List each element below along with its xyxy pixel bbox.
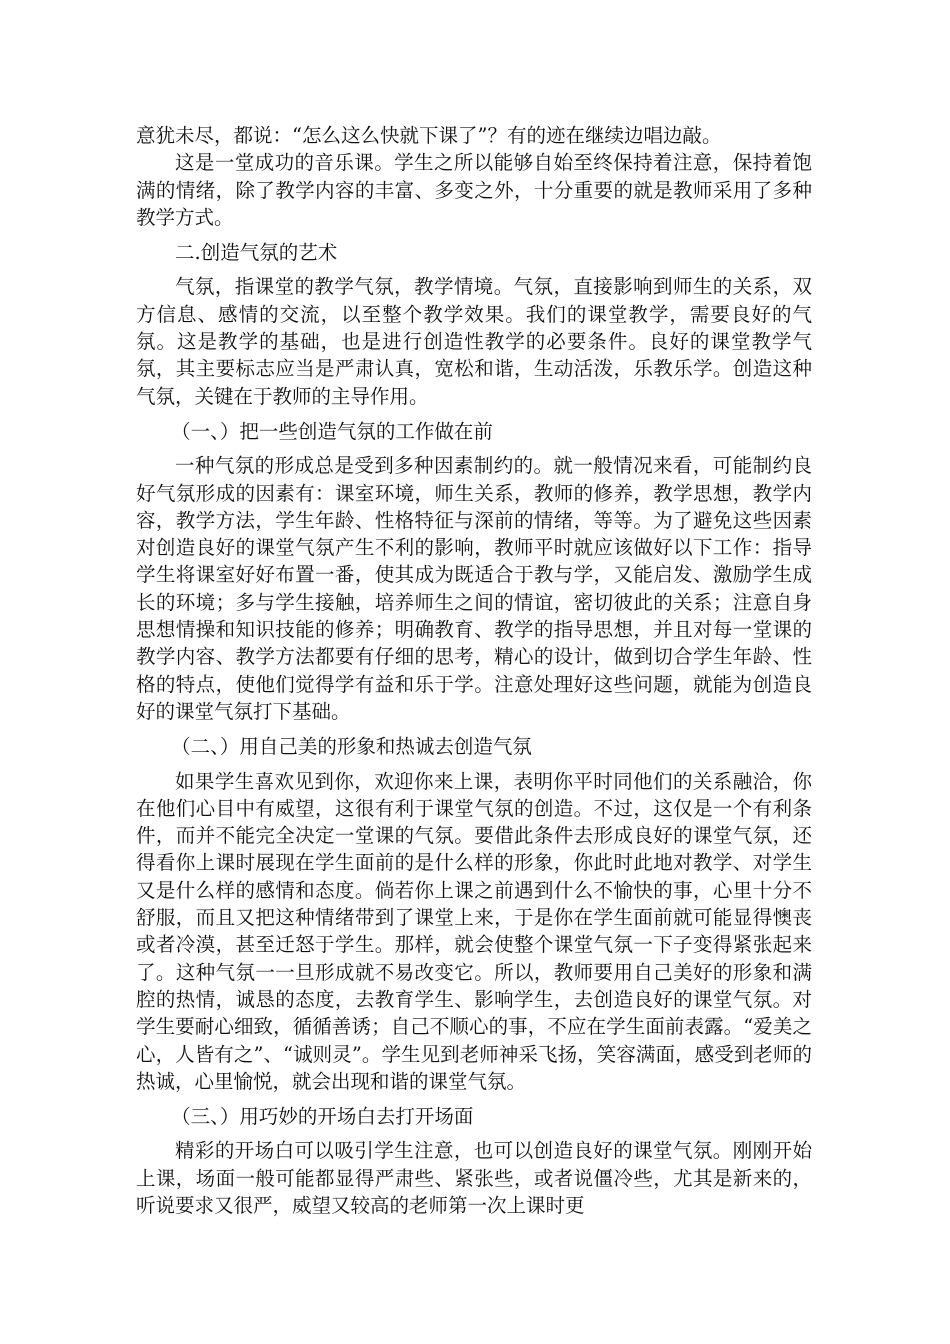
subsection-heading: （三、）用巧妙的开场白去打开场面 [171, 1105, 474, 1129]
section-heading: 二.创造气氛的艺术 [175, 241, 338, 265]
paragraph-continuation: 意犹未尽，都说：“怎么这么快就下课了”？有的迹在继续边唱边敲。 [136, 124, 722, 147]
paragraph: 精彩的开场白可以吸引学生注意，也可以创造良好的课堂气氛。刚刚开始上课，场面一般可能都显得严肃些、紧张些，或者说僵冷些，尤其是新来的，听说要求又很严，威望又较高的老师第一次上课时更 [136, 1139, 812, 1217]
subsection-heading: （二、）用自己美的形象和热诚去创造气氛 [171, 735, 532, 759]
paragraph: 这是一堂成功的音乐课。学生之所以能够自始至终保持着注意，保持着饱满的情绪，除了教学内容的丰富、多变之外，十分重要的就是教师采用了多种教学方式。 [136, 151, 812, 229]
subsection-heading: （一、）把一些创造气氛的工作做在前 [171, 419, 493, 443]
paragraph: 一种气氛的形成总是受到多种因素制约的。就一般情况来看，可能制约良好气氛形成的因素有：课室环境，师生关系，教师的修养，教学思想，教学内容，教学方法，学生年龄、性格特征与深前的情绪，等等。为了避免这些因素对创造良好的课堂气氛产生不利的影响，教师平时就应该做好以下工作：指导学生将课室好好布置一番，使其成为既适合于教与学，又能启发、激励学生成长的环境；多与学生接触，培养师生之间的情谊，密切彼此的关系；注意自身思想情操和知识技能的修养；明确教育、教学的指导思想，并且对每一堂课的教学内容、教学方法都要有仔细的思考，精心的设计，做到切合学生年龄、性格的特点，使他们觉得学有益和乐于学。注意处理好这些问题，就能为创造良好的课堂气氛打下基础。 [136, 454, 812, 723]
document-body [136, 122, 812, 1219]
paragraph: 如果学生喜欢见到你，欢迎你来上课，表明你平时同他们的关系融洽，你在他们心目中有威望，这很有利于课堂气氛的创造。不过，这仅是一个有利条件，而并不能完全决定一堂课的气氛。要借此条件去形成良好的课堂气氛，还得看你上课时展现在学生面前的是什么样的形象，你此时此地对教学、对学生又是什么样的感情和态度。倘若你上课之前遇到什么不愉快的事，心里十分不舒服，而且又把这种情绪带到了课堂上来，于是你在学生面前就可能显得懊丧或者冷漠，甚至迁怒于学生。那样，就会使整个课堂气氛一下子变得紧张起来了。这种气氛一一旦形成就不易改变它。所以，教师要用自己美好的形象和满腔的热情，诚恳的态度，去教育学生、影响学生，去创造良好的课堂气氛。对学生要耐心细致，循循善诱；自己不顺心的事，不应在学生面前表露。“爱美之心，人皆有之”、“诚则灵”。学生见到老师神采飞扬，笑容满面，感受到老师的热诚，心里愉悦，就会出现和谐的课堂气氛。 [136, 769, 812, 1093]
paragraph: 气氛，指课堂的教学气氛，教学情境。气氛，直接影响到师生的关系，双方信息、感情的交流，以至整个教学效果。我们的课堂教学，需要良好的气氛。这是教学的基础，也是进行创造性教学的必要条件。良好的课堂教学气氛，其主要标志应当是严肃认真，宽松和谐，生动活泼，乐教乐学。创造这种气氛，关键在于教师的主导作用。 [136, 275, 812, 408]
